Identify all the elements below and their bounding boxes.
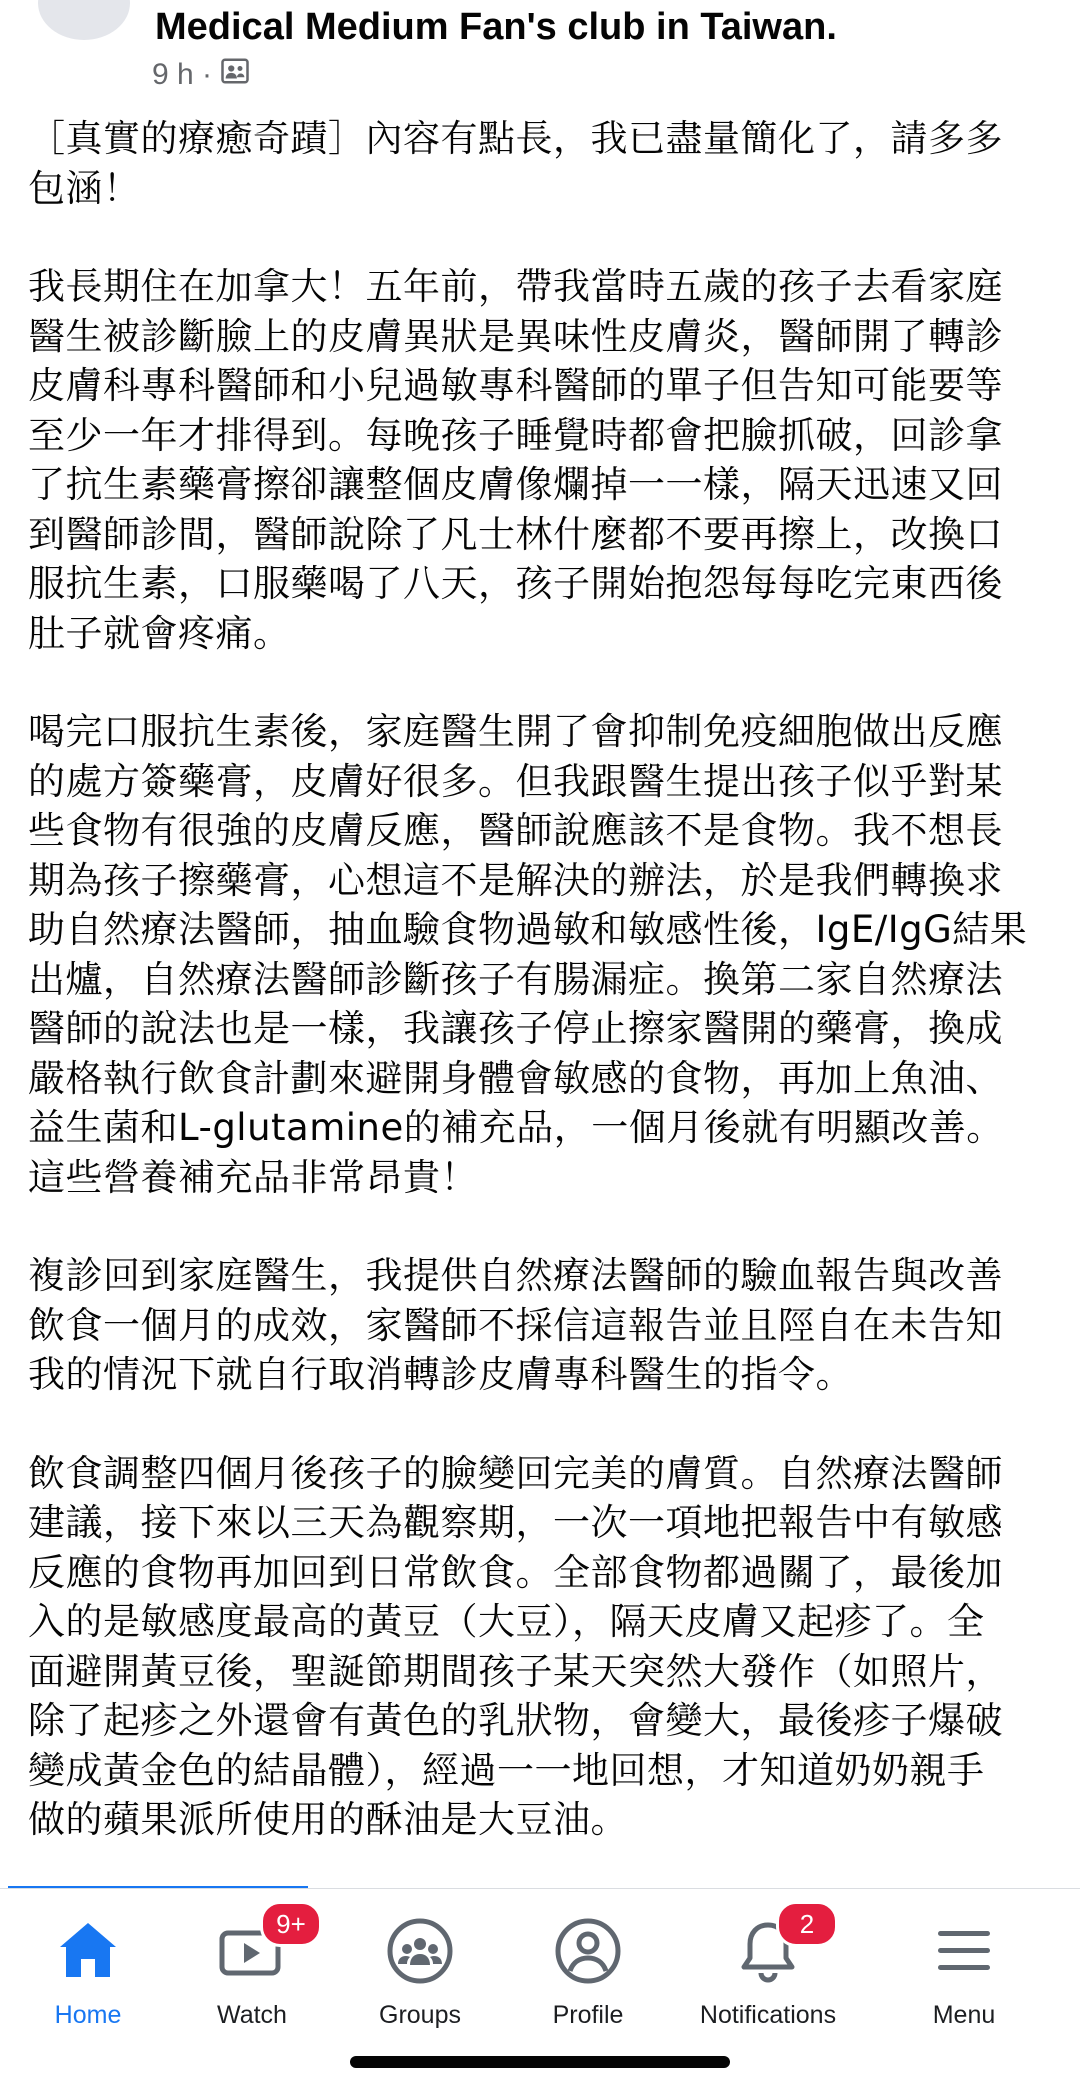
bell-icon [728,1909,815,1991]
post-paragraph: 喝完口服抗生素後，家庭醫生開了會抑制免疫細胞做出反應 的處方簽藥膏，皮膚好很多。但我跟醫生提出孩子似乎對某 些食物有很強的皮膚反應，醫師說應該不是食物。我不想長 期為孩子擦藥膏，心想這不是解決的辦法，於是我們轉換求 助自然療法醫師，抽血驗食物過敏和敏感性後，IgE/IgG結果 出爐，自然療法醫師診斷孩子有腸漏症。換第二家自然療法 醫師的說法也是一樣，我讓孩子停止擦家醫開的藥膏，換成 嚴格執行飲食計劃來避開身體會敏感的食物，再加上魚油、 益生菌和L-glutamine的補充品，一個月後就有明顯改善。 這些營養補充品非常昂貴！ [28,710,1028,1199]
watch-badge: 9+ [260,1901,322,1947]
post-header [0,0,1080,96]
post-paragraph: 飲食調整四個月後孩子的臉變回完美的膚質。自然療法醫師 建議，接下來以三天為觀察期，一次一項地把報告中有敏感 反應的食物再加回到日常飲食。全部食物都過關了，最後加 入的是敏感度最高的黃豆（大豆），隔天皮膚又起疹了。全 面避開黃豆後，聖誕節期間孩子某天突然大發作（如照片， 除了起疹之外還會有黃色的乳狀物，會變大，最後疹子爆破 變成黃金色的結晶體），經過一一地回想，才知道奶奶親手 做的蘋果派所使用的酥油是大豆油。 [28,1451,1003,1841]
nav-groups[interactable] [340,1911,500,2030]
post-body [28,114,1048,1894]
nav-profile[interactable] [508,1911,668,2030]
nav-notifications[interactable] [688,1911,848,2030]
post-paragraph: 我長期住在加拿大！五年前，帶我當時五歲的孩子去看家庭 醫生被診斷臉上的皮膚異狀是異味性皮膚炎，醫師開了轉診 皮膚科專科醫師和小兒過敏專科醫師的單子但告知可能要等 至少一年才排得到。每晚孩子睡覺時都會把臉抓破，回診拿 了抗生素藥膏擦卻讓整個皮膚像爛掉一一樣，隔天迅速又回 到醫師診間，醫師說除了凡士林什麼都不要再擦上，改換口 服抗生素，口服藥喝了八天，孩子開始抱怨每每吃完東西後 肚子就會疼痛。 [28,265,1003,655]
post-timestamp[interactable]: 9 h · [152,58,213,91]
nav-notifications-label: Notifications [699,2001,837,2029]
groups-icon [380,1911,460,1991]
group-name-link[interactable]: Medical Medium Fan's club in Taiwan. [155,6,837,48]
nav-menu-label: Menu [932,2001,996,2029]
group-audience-icon [220,56,250,94]
profile-icon [548,1911,628,1991]
home-icon [48,1911,128,1991]
nav-home[interactable] [8,1911,168,2030]
post-paragraph: 複診回到家庭醫生，我提供自然療法醫師的驗血報告與改善 飲食一個月的成效，家醫師不採信這報告並且陘自在未告知 我的情況下就自行取消轉診皮膚專科醫生的指令。 [28,1254,1003,1396]
nav-watch-label: Watch [217,2001,287,2029]
hamburger-menu-icon [924,1911,1004,1991]
notifications-badge: 2 [776,1901,838,1947]
nav-groups-label: Groups [379,2001,461,2029]
post-paragraph: ［真實的療癒奇蹟］內容有點長，我已盡量簡化了，請多多 包涵！ [28,117,1003,210]
home-indicator-bar[interactable] [350,2056,730,2068]
group-avatar[interactable] [38,0,130,40]
post-meta [152,56,250,94]
nav-watch[interactable] [172,1911,332,2030]
watch-icon [212,1909,306,1991]
nav-home-label: Home [54,2001,122,2029]
nav-menu[interactable] [884,1911,1044,2030]
nav-profile-label: Profile [552,2001,624,2029]
